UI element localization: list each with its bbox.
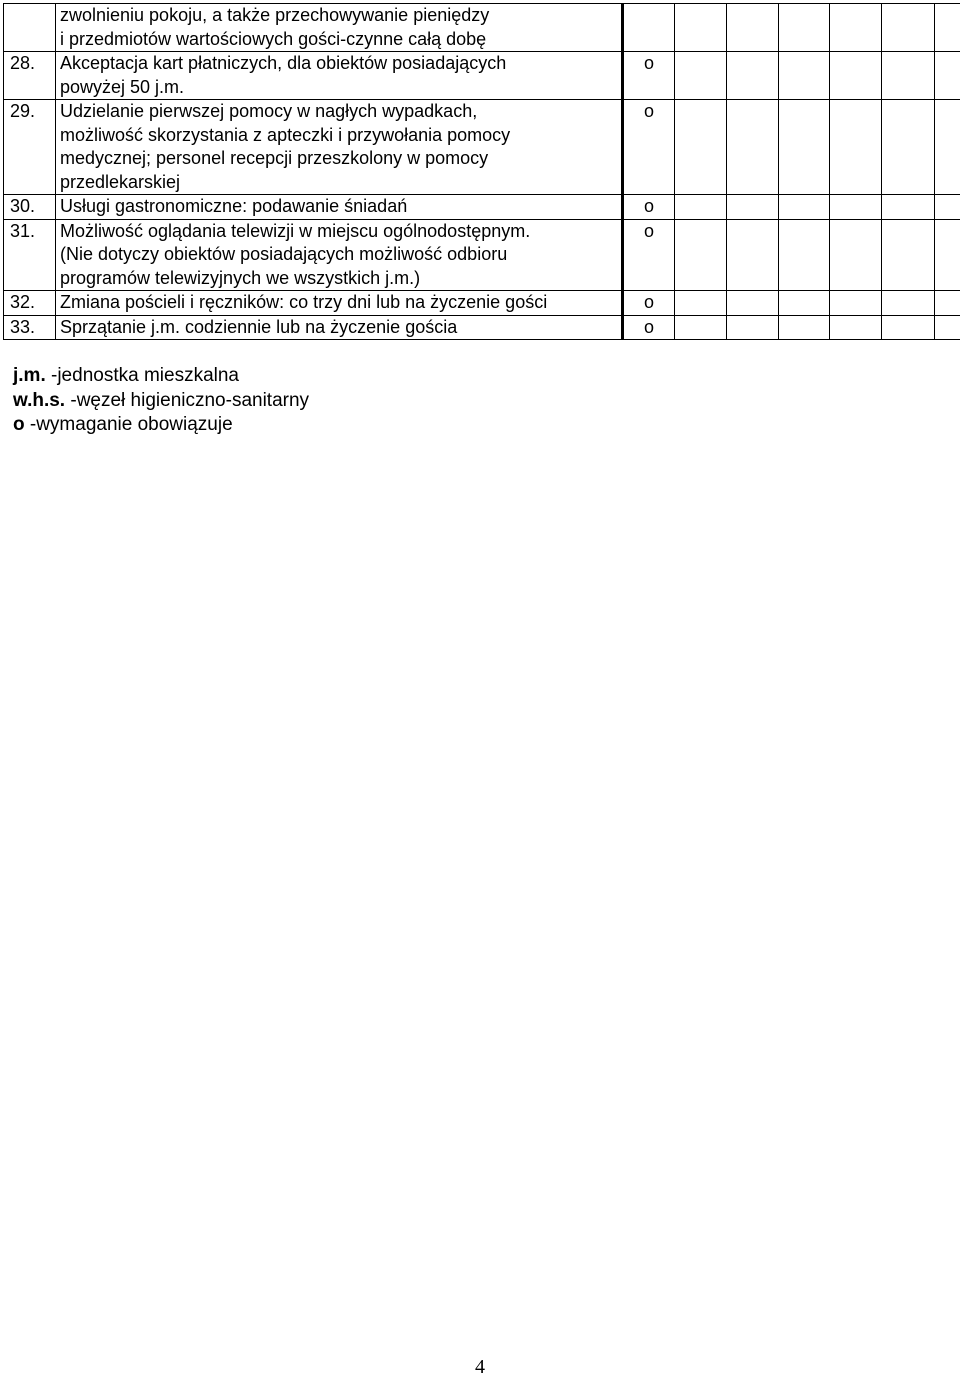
row-number: 30. [4,195,56,220]
empty-category-cell [830,52,882,100]
empty-category-cell [727,315,779,340]
table-row [4,195,960,220]
empty-category-cell [935,4,960,52]
empty-category-cell [935,52,960,100]
description-line: Możliwość oglądania telewizji w miejscu ogólnodostępnym. [60,220,621,244]
requirement-mark: o [623,195,675,220]
empty-category-cell [882,100,935,195]
requirement-mark [623,4,675,52]
table-row [4,52,960,100]
description-line: i przedmiotów wartościowych gości-czynne całą dobę [60,28,621,52]
requirements-table [3,3,960,340]
row-number: 33. [4,315,56,340]
row-number [4,4,56,52]
row-number: 31. [4,219,56,291]
description-line: zwolnieniu pokoju, a także przechowywanie pieniędzy [60,4,621,28]
empty-category-cell [779,52,830,100]
page-number: 4 [0,1356,960,1379]
requirement-mark: o [623,52,675,100]
empty-category-cell [882,4,935,52]
empty-category-cell [675,52,727,100]
empty-category-cell [830,100,882,195]
empty-category-cell [779,4,830,52]
row-number: 32. [4,291,56,316]
table-row [4,100,960,195]
row-description [56,100,623,195]
row-description [56,291,623,316]
row-description [56,315,623,340]
empty-category-cell [935,315,960,340]
requirement-mark: o [623,100,675,195]
description-line: Akceptacja kart płatniczych, dla obiektów posiadających [60,52,621,76]
empty-category-cell [935,219,960,291]
table-row [4,4,960,52]
row-number: 28. [4,52,56,100]
empty-category-cell [830,195,882,220]
requirement-mark: o [623,315,675,340]
description-line: Sprzątanie j.m. codziennie lub na życzenie gościa [60,316,621,340]
empty-category-cell [727,100,779,195]
empty-category-cell [727,4,779,52]
description-line: Zmiana pościeli i ręczników: co trzy dni lub na życzenie gości [60,291,621,315]
requirement-mark: o [623,291,675,316]
legend-item-whs: w.h.s. -węzeł higieniczno-sanitarny [13,389,309,414]
empty-category-cell [830,315,882,340]
table-row [4,219,960,291]
empty-category-cell [882,195,935,220]
empty-category-cell [779,315,830,340]
description-line: możliwość skorzystania z apteczki i przywołania pomocy [60,124,621,148]
empty-category-cell [779,219,830,291]
empty-category-cell [675,219,727,291]
description-line: (Nie dotyczy obiektów posiadających możliwość odbioru [60,243,621,267]
empty-category-cell [882,291,935,316]
row-number: 29. [4,100,56,195]
description-line: programów telewizyjnych we wszystkich j.m.) [60,267,621,291]
empty-category-cell [882,52,935,100]
row-description [56,195,623,220]
empty-category-cell [727,52,779,100]
description-line: Usługi gastronomiczne: podawanie śniadań [60,195,621,219]
empty-category-cell [675,315,727,340]
empty-category-cell [675,291,727,316]
empty-category-cell [882,315,935,340]
table-row [4,315,960,340]
empty-category-cell [727,291,779,316]
empty-category-cell [935,291,960,316]
empty-category-cell [935,195,960,220]
description-line: medycznej; personel recepcji przeszkolony w pomocy [60,147,621,171]
empty-category-cell [830,4,882,52]
empty-category-cell [675,100,727,195]
legend-item-o: o -wymaganie obowiązuje [13,413,309,438]
empty-category-cell [675,195,727,220]
legend-item-jm: j.m. -jednostka mieszkalna [13,364,309,389]
empty-category-cell [675,4,727,52]
legend [13,364,309,438]
empty-category-cell [779,100,830,195]
row-description [56,219,623,291]
empty-category-cell [727,195,779,220]
empty-category-cell [830,291,882,316]
empty-category-cell [882,219,935,291]
description-line: powyżej 50 j.m. [60,76,621,100]
empty-category-cell [727,219,779,291]
requirement-mark: o [623,219,675,291]
row-description [56,52,623,100]
empty-category-cell [779,291,830,316]
empty-category-cell [779,195,830,220]
table-row [4,291,960,316]
empty-category-cell [830,219,882,291]
empty-category-cell [935,100,960,195]
description-line: Udzielanie pierwszej pomocy w nagłych wypadkach, [60,100,621,124]
description-line: przedlekarskiej [60,171,621,195]
row-description [56,4,623,52]
